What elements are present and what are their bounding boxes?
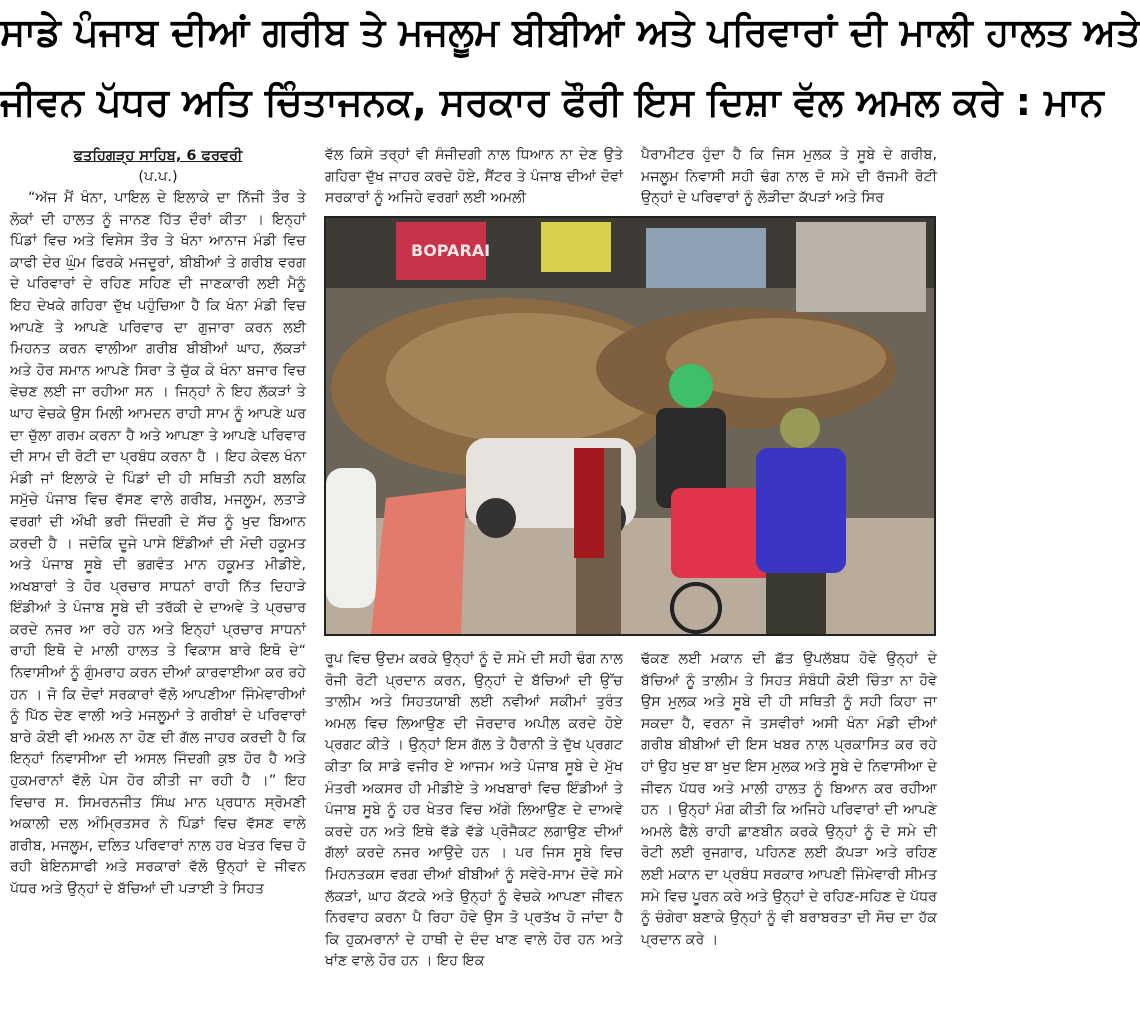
headline-line-1: ਸਾਡੇ ਪੰਜਾਬ ਦੀਆਂ ਗਰੀਬ ਤੇ ਮਜਲੂਮ ਬੀਬੀਆਂ ਅਤੇ ਪਰਿਵਾਰਾਂ ਦੀ ਮਾਲੀ ਹਾਲਤ ਅਤੇ [0, 10, 1140, 54]
article-body-col2-bottom: ਰੂਪ ਵਿਚ ਉਦਮ ਕਰਕੇ ਉਨ੍ਹਾਂ ਨੂੰ ਦੋ ਸਮੇ ਦੀ ਸਹੀ ਢੰਗ ਨਾਲ ਰੋਜੀ ਰੋਟੀ ਪ੍ਰਦਾਨ ਕਰਨ, ਉਨ੍ਹਾਂ ਦੇ ਬੱਚਿਆਂ ਦੀ ਉੱਚ ਤਾਲੀਮ ਅਤੇ ਸਿਹਤਯਾਬੀ ਲਈ ਨਵੀਆਂ ਸਕੀਮਾਂ ਤੁਰੰਤ ਅਮਲ ਵਿਚ ਲਿਆਉਣ ਦੀ ਜੋਰਦਾਰ ਅਪੀਲ ਕਰਦੇ ਹੋਏ ਪ੍ਰਗਟ ਕੀਤੇ । ਉਨ੍ਹਾਂ ਇਸ ਗੱਲ ਤੇ ਹੈਰਾਨੀ ਤੇ ਦੁੱਖ ਪ੍ਰਗਟ ਕੀਤਾ ਕਿ ਸਾਡੇ ਵਜੀਰ ਏ ਆਜਮ ਅਤੇ ਪੰਜਾਬ ਸੂਬੇ ਦੇ ਮੁੱਖ ਮੰਤਰੀ ਅਕਸਰ ਹੀ ਮੀਡੀਏ ਤੇ ਅਖਬਾਰਾਂ ਵਿਚ ਇੰਡੀਆਂ ਤੇ ਪੰਜਾਬ ਸੂਬੇ ਨੂੰ ਹਰ ਖੇਤਰ ਵਿਚ ਅੱਗੇ ਲਿਆਉਣ ਦੇ ਦਾਅਵੇ ਕਰਦੇ ਹਨ ਅਤੇ ਇਥੇ ਵੱਡੇ ਵੱਡੇ ਪ੍ਰੋਜੈਕਟ ਲਗਾਉਣ ਦੀਆਂ ਗੱਲਾਂ ਕਰਦੇ ਨਜਰ ਆਉਦੇ ਹਨ । ਪਰ ਜਿਸ ਸੂਬੇ ਵਿਚ ਮਿਹਨਤਕਸ ਵਰਗ ਦੀਆਂ ਬੀਬੀਆਂ ਨੂੰ ਸਵੇਰੇ-ਸਾਮ ਦੋਵੇ ਸਮੇ ਲੱਕੜਾਂ, ਘਾਹ ਕੱਟਕੇ ਅਤੇ ਉਨ੍ਹਾਂ ਨੂੰ ਵੇਚਕੇ ਆਪਣਾ ਜੀਵਨ ਨਿਰਵਾਹ ਕਰਨਾ ਪੈ ਰਿਹਾ ਹੋਵੇ ਉਸ ਤੋ ਪ੍ਰਤੱਖ ਹੋ ਜਾਂਦਾ ਹੈ ਕਿ ਹੁਕਮਰਾਨਾਂ ਦੇ ਹਾਥੀ ਦੇ ਦੰਦ ਖਾਣ ਵਾਲੇ ਹੋਰ ਹਨ ਅਤੇ ਖਾਂਣ ਵਾਲੇ ਹੋਰ ਹਨ । ਇਹ ਇਕ [325, 651, 623, 970]
article-column-2-top [325, 145, 623, 213]
yellow-sign [541, 222, 611, 272]
scooter [326, 468, 376, 608]
article-column-1 [10, 146, 306, 1022]
article-column-3-bottom [641, 649, 937, 1021]
article-body-col3-top: ਪੈਰਾਮੀਟਰ ਹੁੰਦਾ ਹੈ ਕਿ ਜਿਸ ਮੁਲਕ ਤੇ ਸੂਬੇ ਦੇ ਗਰੀਬ, ਮਜਲੂਮ ਨਿਵਾਸੀ ਸਹੀ ਢੰਗ ਨਾਲ ਦੋ ਸਮੇ ਦੀ ਰੱਜਮੀ ਰੋਟੀ ਉਨ੍ਹਾਂ ਦੇ ਪਰਿਵਾਰਾਂ ਨੂੰ ਲੋੜੀਦਾ ਕੱਪੜਾਂ ਅਤੇ ਸਿਰ [641, 147, 937, 207]
man-blue-sweater [756, 448, 846, 573]
knitted-cap [780, 408, 820, 448]
shop-sign-text: BOPARAI [411, 241, 491, 260]
red-shawl [574, 448, 604, 558]
dateline-agency: (ਪ.ਪ.) [138, 169, 178, 185]
article-column-3-top [641, 145, 937, 213]
dateline [10, 146, 306, 166]
man-trousers [766, 573, 826, 634]
article-body-col2-top: ਵੱਲ ਕਿਸੇ ਤਰ੍ਹਾਂ ਵੀ ਸੰਜੀਦਗੀ ਨਾਲ ਧਿਆਨ ਨਾ ਦੇਣ ਉਤੇ ਗਹਿਰਾ ਦੁੱਖ ਜਾਹਰ ਕਰਦੇ ਹੋਏ, ਸੈਂਟਰ ਤੇ ਪੰਜਾਬ ਦੀਆਂ ਦੋਵਾਂ ਸਰਕਾਰਾਂ ਨੂੰ ਅਜਿਹੇ ਵਰਗਾਂ ਲਈ ਅਮਲੀ [325, 147, 623, 207]
headline-line-2: ਜੀਵਨ ਪੱਧਰ ਅਤਿ ਚਿੰਤਾਜਨਕ, ਸਰਕਾਰ ਫੌਰੀ ਇਸ ਦਿਸ਼ਾ ਵੱਲ ਅਮਲ ਕਰੇ : ਮਾਨ [0, 80, 1104, 124]
news-photo [324, 216, 936, 636]
photo-illustration [326, 218, 934, 634]
article-body-col1: “ਅੱਜ ਮੈਂ ਖੰਨਾ, ਪਾਇਲ ਦੇ ਇਲਾਕੇ ਦਾ ਨਿੱਜੀ ਤੌਰ ਤੇ ਲੋਕਾਂ ਦੀ ਹਾਲਤ ਨੂੰ ਜਾਨਣ ਹਿੱਤ ਦੌਰਾਂ ਕੀਤਾ । ਇਨ੍ਹਾਂ ਪਿੰਡਾਂ ਵਿਚ ਅਤੇ ਵਿਸੇਸ ਤੌਰ ਤੇ ਖੰਨਾ ਆਨਾਜ ਮੰਡੀ ਵਿਚ ਕਾਫੀ ਦੇਰ ਘੁੰਮ ਫਿਰਕੇ ਮਜਦੂਰਾਂ, ਬੀਬੀਆਂ ਤੇ ਗਰੀਬ ਵਰਗ ਦੇ ਪਰਿਵਾਰਾਂ ਦੇ ਰਹਿਣ ਸਹਿਣ ਦੀ ਜਾਣਕਾਰੀ ਲਈ ਮੈਨੂੰ ਇਹ ਦੇਖਕੇ ਗਹਿਰਾ ਦੁੱਖ ਪਹੁੰਚਿਆ ਹੈ ਕਿ ਖੰਨਾ ਮੰਡੀ ਵਿਚ ਆਪਣੇ ਤੇ ਆਪਣੇ ਪਰਿਵਾਰ ਦਾ ਗੁਜਾਰਾ ਕਰਨ ਲਈ ਮਿਹਨਤ ਕਰਨ ਵਾਲੀਆ ਗਰੀਬ ਬੀਬੀਆਂ ਘਾਹ, ਲੱਕੜਾਂ ਅਤੇ ਹੋਰ ਸਮਾਨ ਆਪਣੇ ਸਿਰਾ ਤੇ ਚੁੱਕ ਕੇ ਖੰਨਾ ਬਜਾਰ ਵਿਚ ਵੇਚਣ ਲਈ ਜਾ ਰਹੀਆ ਸਨ । ਜਿਨ੍ਹਾਂ ਨੇ ਇਹ ਲੱਕੜਾਂ ਤੇ ਘਾਹ ਵੇਚਕੇ ਉਸ ਮਿਲੀ ਆਮਦਨ ਰਾਹੀ ਸਾਮ ਨੂੰ ਆਪਣੇ ਘਰ ਦਾ ਚੁੱਲਾ ਗਰਮ ਕਰਨਾ ਹੈ ਅਤੇ ਆਪਣਾ ਤੇ ਆਪਣੇ ਪਰਿਵਾਰ ਦੀ ਸਾਮ ਦੀ ਰੋਟੀ ਦਾ ਪ੍ਰਬੰਧ ਕਰਨਾ ਹੈ । ਇਹ ਕੇਵਲ ਖੰਨਾ ਮੰਡੀ ਜਾਂ ਇਲਾਕੇ ਦੇ ਪਿੰਡਾਂ ਦੀ ਹੀ ਸਥਿਤੀ ਨਹੀ ਬਲਕਿ ਸਮੁੱਚੇ ਪੰਜਾਬ ਵਿਚ ਵੱਸਣ ਵਾਲੇ ਗਰੀਬ, ਮਜਲੂਮ, ਲਤਾੜੇ ਵਰਗਾਂ ਦੀ ਔਖੀ ਭਰੀ ਜਿੰਦਗੀ ਦੇ ਸੱਚ ਨੂੰ ਖੁਦ ਬਿਆਨ ਕਰਦੀ ਹੈ । ਜਦੋਕਿ ਦੂਜੇ ਪਾਸੇ ਇੰਡੀਆਂ ਦੀ ਮੋਦੀ ਹਕੂਮਤ ਅਤੇ ਪੰਜਾਬ ਸੂਬੇ ਦੀ ਭਗਵੰਤ ਮਾਨ ਹਕੂਮਤ ਮੀਡੀਏ, ਅਖਬਾਰਾਂ ਤੇ ਹੋਰ ਪ੍ਰਚਾਰ ਸਾਧਨਾਂ ਰਾਹੀ ਨਿੱਤ ਦਿਹਾੜੇ ਇੰਡੀਆਂ ਤੇ ਪੰਜਾਬ ਸੂਬੇ ਦੀ ਤਰੱਕੀ ਦੇ ਦਾਅਵੇ ਤੇ ਪ੍ਰਚਾਰ ਕਰਦੇ ਨਜਰ ਆ ਰਹੇ ਹਨ ਅਤੇ ਇਨ੍ਹਾਂ ਪ੍ਰਚਾਰ ਸਾਧਨਾਂ ਰਾਹੀ ਇਥੋ ਦੇ ਮਾਲੀ ਹਾਲਤ ਤੇ ਵਿਕਾਸ ਬਾਰੇ ਇਥੋ ਦੇ“ ਨਿਵਾਸੀਆਂ ਨੂੰ ਗੁੰਮਰਾਹ ਕਰਨ ਦੀਆਂ ਕਾਰਵਾਈਆ ਕਰ ਰਹੇ ਹਨ । ਜੋ ਕਿ ਦੋਵਾਂ ਸਰਕਾਰਾਂ ਵੱਲੋ ਆਪਣੀਆ ਜਿੰਮੇਵਾਰੀਆਂ ਨੂੰ ਪਿੱਠ ਦੇਣ ਵਾਲੀ ਅਤੇ ਮਜਲੂਮਾਂ ਤੇ ਗਰੀਬਾਂ ਦੇ ਪਰਿਵਾਰਾਂ ਬਾਰੇ ਕੋਈ ਵੀ ਅਮਲ ਨਾ ਹੋਣ ਦੀ ਗੱਲ ਜਾਹਰ ਕਰਦੀ ਹੈ ਕਿ ਇਨ੍ਹਾਂ ਨਿਵਾਸੀਆ ਦੀ ਅਸਲ ਜਿੰਦਗੀ ਕੁਝ ਹੋਰ ਹੈ ਅਤੇ ਹੁਕਮਰਾਨਾਂ ਵੱਲੋ ਪੇਸ ਹੋਰ ਕੀਤੀ ਜਾ ਰਹੀ ਹੈ ।” ਇਹ ਵਿਚਾਰ ਸ. ਸਿਮਰਨਜੀਤ ਸਿੰਘ ਮਾਨ ਪ੍ਰਧਾਨ ਸ੍ਰੋਮਣੀ ਅਕਾਲੀ ਦਲ ਅੰਮ੍ਰਿਤਸਰ ਨੇ ਪਿੰਡਾਂ ਵਿਚ ਵੱਸਣ ਵਾਲੇ ਗਰੀਬ, ਮਜਲੂਮ, ਦਲਿਤ ਪਰਿਵਾਰਾਂ ਨਾਲ ਹਰ ਖੇਤਰ ਵਿਚ ਹੋ ਰਹੀ ਬੇਇਨਸਾਫੀ ਅਤੇ ਸਰਕਾਰਾਂ ਵੱਲੋ ਉਨ੍ਹਾਂ ਦੇ ਜੀਵਨ ਪੱਧਰ ਅਤੇ ਉਨ੍ਹਾਂ ਦੇ ਬੱਚਿਆਂ ਦੀ ਪੜਾਈ ਤੇ ਸਿਹਤ [10, 190, 306, 897]
dateline-place-date: ਫਤਹਿਗੜ੍ਹ ਸਾਹਿਬ, 6 ਫਰਵਰੀ [73, 148, 243, 164]
article-column-2-bottom [325, 649, 623, 1021]
awning [796, 222, 926, 312]
green-turban [669, 364, 713, 408]
car-wheel [476, 498, 516, 538]
woman-pink-saree [371, 488, 466, 634]
article-body-col3-bottom: ਢੱਕਣ ਲਈ ਮਕਾਨ ਦੀ ਛੱਤ ਉਪਲੱਬਧ ਹੋਵੇ ਉਨ੍ਹਾਂ ਦੇ ਬੱਚਿਆਂ ਨੂੰ ਤਾਲੀਮ ਤੇ ਸਿਹਤ ਸੰਬੰਧੀ ਕੋਈ ਚਿੰਤਾ ਨਾ ਹੋਵੇ ਉਸ ਮੁਲਕ ਅਤੇ ਸੂਬੇ ਦੀ ਹੀ ਸਥਿਤੀ ਨੂੰ ਸਹੀ ਕਿਹਾ ਜਾ ਸਕਦਾ ਹੈ, ਵਰਨਾ ਜੋ ਤਸਵੀਰਾਂ ਅਸੀ ਖੰਨਾ ਮੰਡੀ ਦੀਆਂ ਗਰੀਬ ਬੀਬੀਆਂ ਦੀ ਇਸ ਖਬਰ ਨਾਲ ਪ੍ਰਕਾਸਿਤ ਕਰ ਰਹੇ ਹਾਂ ਉਹ ਖੁਦ ਬਾ ਖੁਦ ਇਸ ਮੁਲਕ ਅਤੇ ਸੂਬੇ ਦੇ ਨਿਵਾਸੀਆ ਦੇ ਜੀਵਨ ਪੱਧਰ ਅਤੇ ਮਾਲੀ ਹਾਲਤ ਨੂੰ ਬਿਆਨ ਕਰ ਰਹੀਆ ਹਨ । ਉਨ੍ਹਾਂ ਮੰਗ ਕੀਤੀ ਕਿ ਅਜਿਹੇ ਪਰਿਵਾਰਾਂ ਦੀ ਆਪਣੇ ਅਮਲੇ ਫੈਲੇ ਰਾਹੀ ਛਾਣਬੀਨ ਕਰਕੇ ਉਨ੍ਹਾਂ ਨੂੰ ਦੋ ਸਮੇ ਦੀ ਰੋਟੀ ਲਈ ਰੁਜਗਾਰ, ਪਹਿਨਣ ਲਈ ਕੱਪੜਾ ਅਤੇ ਰਹਿਣ ਲਈ ਮਕਾਨ ਦਾ ਪ੍ਰਬੰਧ ਸਰਕਾਰ ਆਪਣੀ ਜਿੰਮੇਵਾਰੀ ਸੀਮਤ ਸਮੇ ਵਿਚ ਪੂਰਨ ਕਰੇ ਅਤੇ ਉਨ੍ਹਾਂ ਦੇ ਰਹਿਣ-ਸਹਿਣ ਦੇ ਪੱਧਰ ਨੂੰ ਚੰਗੇਰਾ ਬਣਾਕੇ ਉਨ੍ਹਾਂ ਨੂੰ ਵੀ ਬਰਾਬਰਤਾ ਦੀ ਸੋਚ ਦਾ ਹੱਕ ਪ੍ਰਦਾਨ ਕਰੇ । [641, 651, 937, 948]
blue-building [646, 228, 766, 288]
